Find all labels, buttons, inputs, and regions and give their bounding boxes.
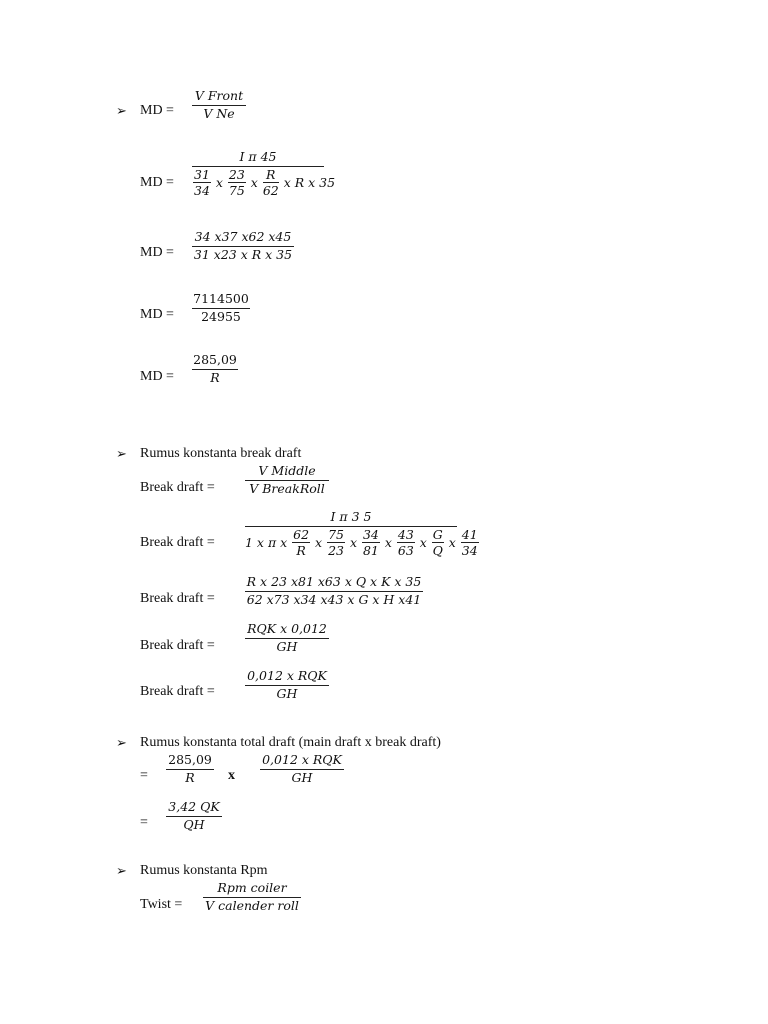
md-fraction-4 xyxy=(192,291,250,327)
numerator: 285,09 xyxy=(193,352,237,367)
inner-numerator: 31 xyxy=(194,167,210,182)
twist-label: Twist = xyxy=(140,897,183,912)
denominator-term: x xyxy=(380,535,396,550)
numerator: 0,012 x RQK xyxy=(247,668,327,683)
numerator: RQK x 0,012 xyxy=(247,621,327,636)
inner-denominator: 23 xyxy=(328,543,344,558)
md-label: MD = xyxy=(140,175,174,190)
denominator: GH xyxy=(291,770,313,785)
numerator: 0,012 x RQK xyxy=(262,752,342,767)
denominator: GH xyxy=(276,639,298,654)
md-fraction-2 xyxy=(192,149,336,203)
inner-denominator: 63 xyxy=(397,543,414,558)
numerator: R x 23 x81 x63 x Q x K x 35 xyxy=(246,574,422,589)
md-label: MD = xyxy=(140,103,174,118)
break-draft-label: Break draft = xyxy=(140,535,215,550)
md-label: MD = xyxy=(140,369,174,384)
inner-denominator: Q xyxy=(432,543,443,558)
inner-numerator: R xyxy=(263,167,279,183)
break-draft-label: Break draft = xyxy=(140,480,215,495)
bullet-icon: ➢ xyxy=(116,863,127,878)
denominator: R xyxy=(185,770,195,785)
inner-numerator: 75 xyxy=(328,527,344,542)
inner-fraction xyxy=(327,527,345,558)
break-draft-fraction-1 xyxy=(245,463,329,499)
inner-fraction xyxy=(263,167,279,198)
denominator-term: x xyxy=(345,535,361,550)
numerator: V Middle xyxy=(258,463,316,478)
break-draft-label: Break draft = xyxy=(140,638,215,653)
md-label: MD = xyxy=(140,307,174,322)
inner-denominator: 34 xyxy=(194,183,210,198)
denominator: V Ne xyxy=(203,106,235,121)
denominator-term: x xyxy=(311,535,327,550)
denominator-term: x xyxy=(415,535,431,550)
md-fraction-1 xyxy=(192,88,246,124)
break-draft-fraction-5 xyxy=(245,668,329,704)
denominator xyxy=(245,527,480,558)
numerator: 34 x37 x62 x45 xyxy=(194,229,292,244)
inner-fraction xyxy=(228,167,246,198)
numerator: Rpm coiler xyxy=(217,880,287,895)
denominator: 62 x73 x34 x43 x G x H x41 xyxy=(246,592,422,607)
denominator-term: x R x 35 xyxy=(279,175,336,190)
break-draft-fraction-2 xyxy=(245,509,478,563)
numerator: 7114500 xyxy=(193,291,249,306)
bullet-icon: ➢ xyxy=(116,103,127,118)
inner-denominator: R xyxy=(296,543,306,558)
inner-fraction xyxy=(461,527,479,558)
numerator: V Front xyxy=(194,88,244,103)
inner-denominator: 34 xyxy=(461,543,478,558)
inner-fraction xyxy=(432,527,444,558)
inner-numerator: G xyxy=(432,527,443,542)
numerator: I π 45 xyxy=(239,149,277,164)
md-label: MD = xyxy=(140,245,174,260)
denominator: QH xyxy=(183,817,205,832)
inner-denominator: 62 xyxy=(262,183,279,198)
break-draft-fraction-4 xyxy=(245,621,329,657)
denominator-term: x xyxy=(444,535,460,550)
inner-fraction xyxy=(193,167,211,198)
inner-numerator: 62 xyxy=(293,527,310,542)
inner-denominator: 81 xyxy=(362,543,379,558)
md-fraction-5 xyxy=(192,352,238,388)
inner-denominator: 75 xyxy=(228,183,245,198)
denominator xyxy=(192,167,335,198)
break-draft-fraction-3 xyxy=(245,574,423,610)
denominator-term: x xyxy=(211,175,227,190)
denominator: V BreakRoll xyxy=(249,481,325,496)
md-fraction-3 xyxy=(192,229,294,265)
inner-numerator: 43 xyxy=(397,527,414,542)
numerator: 3,42 QK xyxy=(168,799,220,814)
denominator-term: 1 x π x xyxy=(245,535,292,550)
break-draft-label: Break draft = xyxy=(140,591,215,606)
inner-fraction xyxy=(397,527,415,558)
equals-sign: = xyxy=(140,768,148,783)
break-draft-label: Break draft = xyxy=(140,684,215,699)
inner-fraction xyxy=(292,527,310,558)
denominator-term: x xyxy=(246,175,262,190)
denominator: GH xyxy=(276,686,298,701)
times-sign: x xyxy=(228,768,235,783)
denominator: V calender roll xyxy=(205,898,299,913)
numerator: 285,09 xyxy=(168,752,212,767)
bullet-icon: ➢ xyxy=(116,446,127,461)
denominator: 31 x23 x R x 35 xyxy=(193,247,293,262)
inner-numerator: 23 xyxy=(228,167,245,182)
bullet-icon: ➢ xyxy=(116,735,127,750)
total-draft-fraction-1 xyxy=(166,752,214,788)
equals-sign: = xyxy=(140,815,148,830)
denominator: R xyxy=(210,370,220,385)
total-draft-fraction-3 xyxy=(166,799,222,835)
numerator: I π 3 5 xyxy=(330,509,372,524)
inner-fraction xyxy=(362,527,380,558)
total-draft-fraction-2 xyxy=(260,752,344,788)
inner-numerator: 34 xyxy=(362,527,379,542)
break-draft-title: Rumus konstanta break draft xyxy=(140,446,302,461)
denominator: 24955 xyxy=(201,309,241,324)
total-draft-title: Rumus konstanta total draft (main draft x break draft) xyxy=(140,735,441,750)
rpm-title: Rumus konstanta Rpm xyxy=(140,863,268,878)
inner-numerator: 41 xyxy=(461,527,478,542)
twist-fraction xyxy=(203,880,301,916)
